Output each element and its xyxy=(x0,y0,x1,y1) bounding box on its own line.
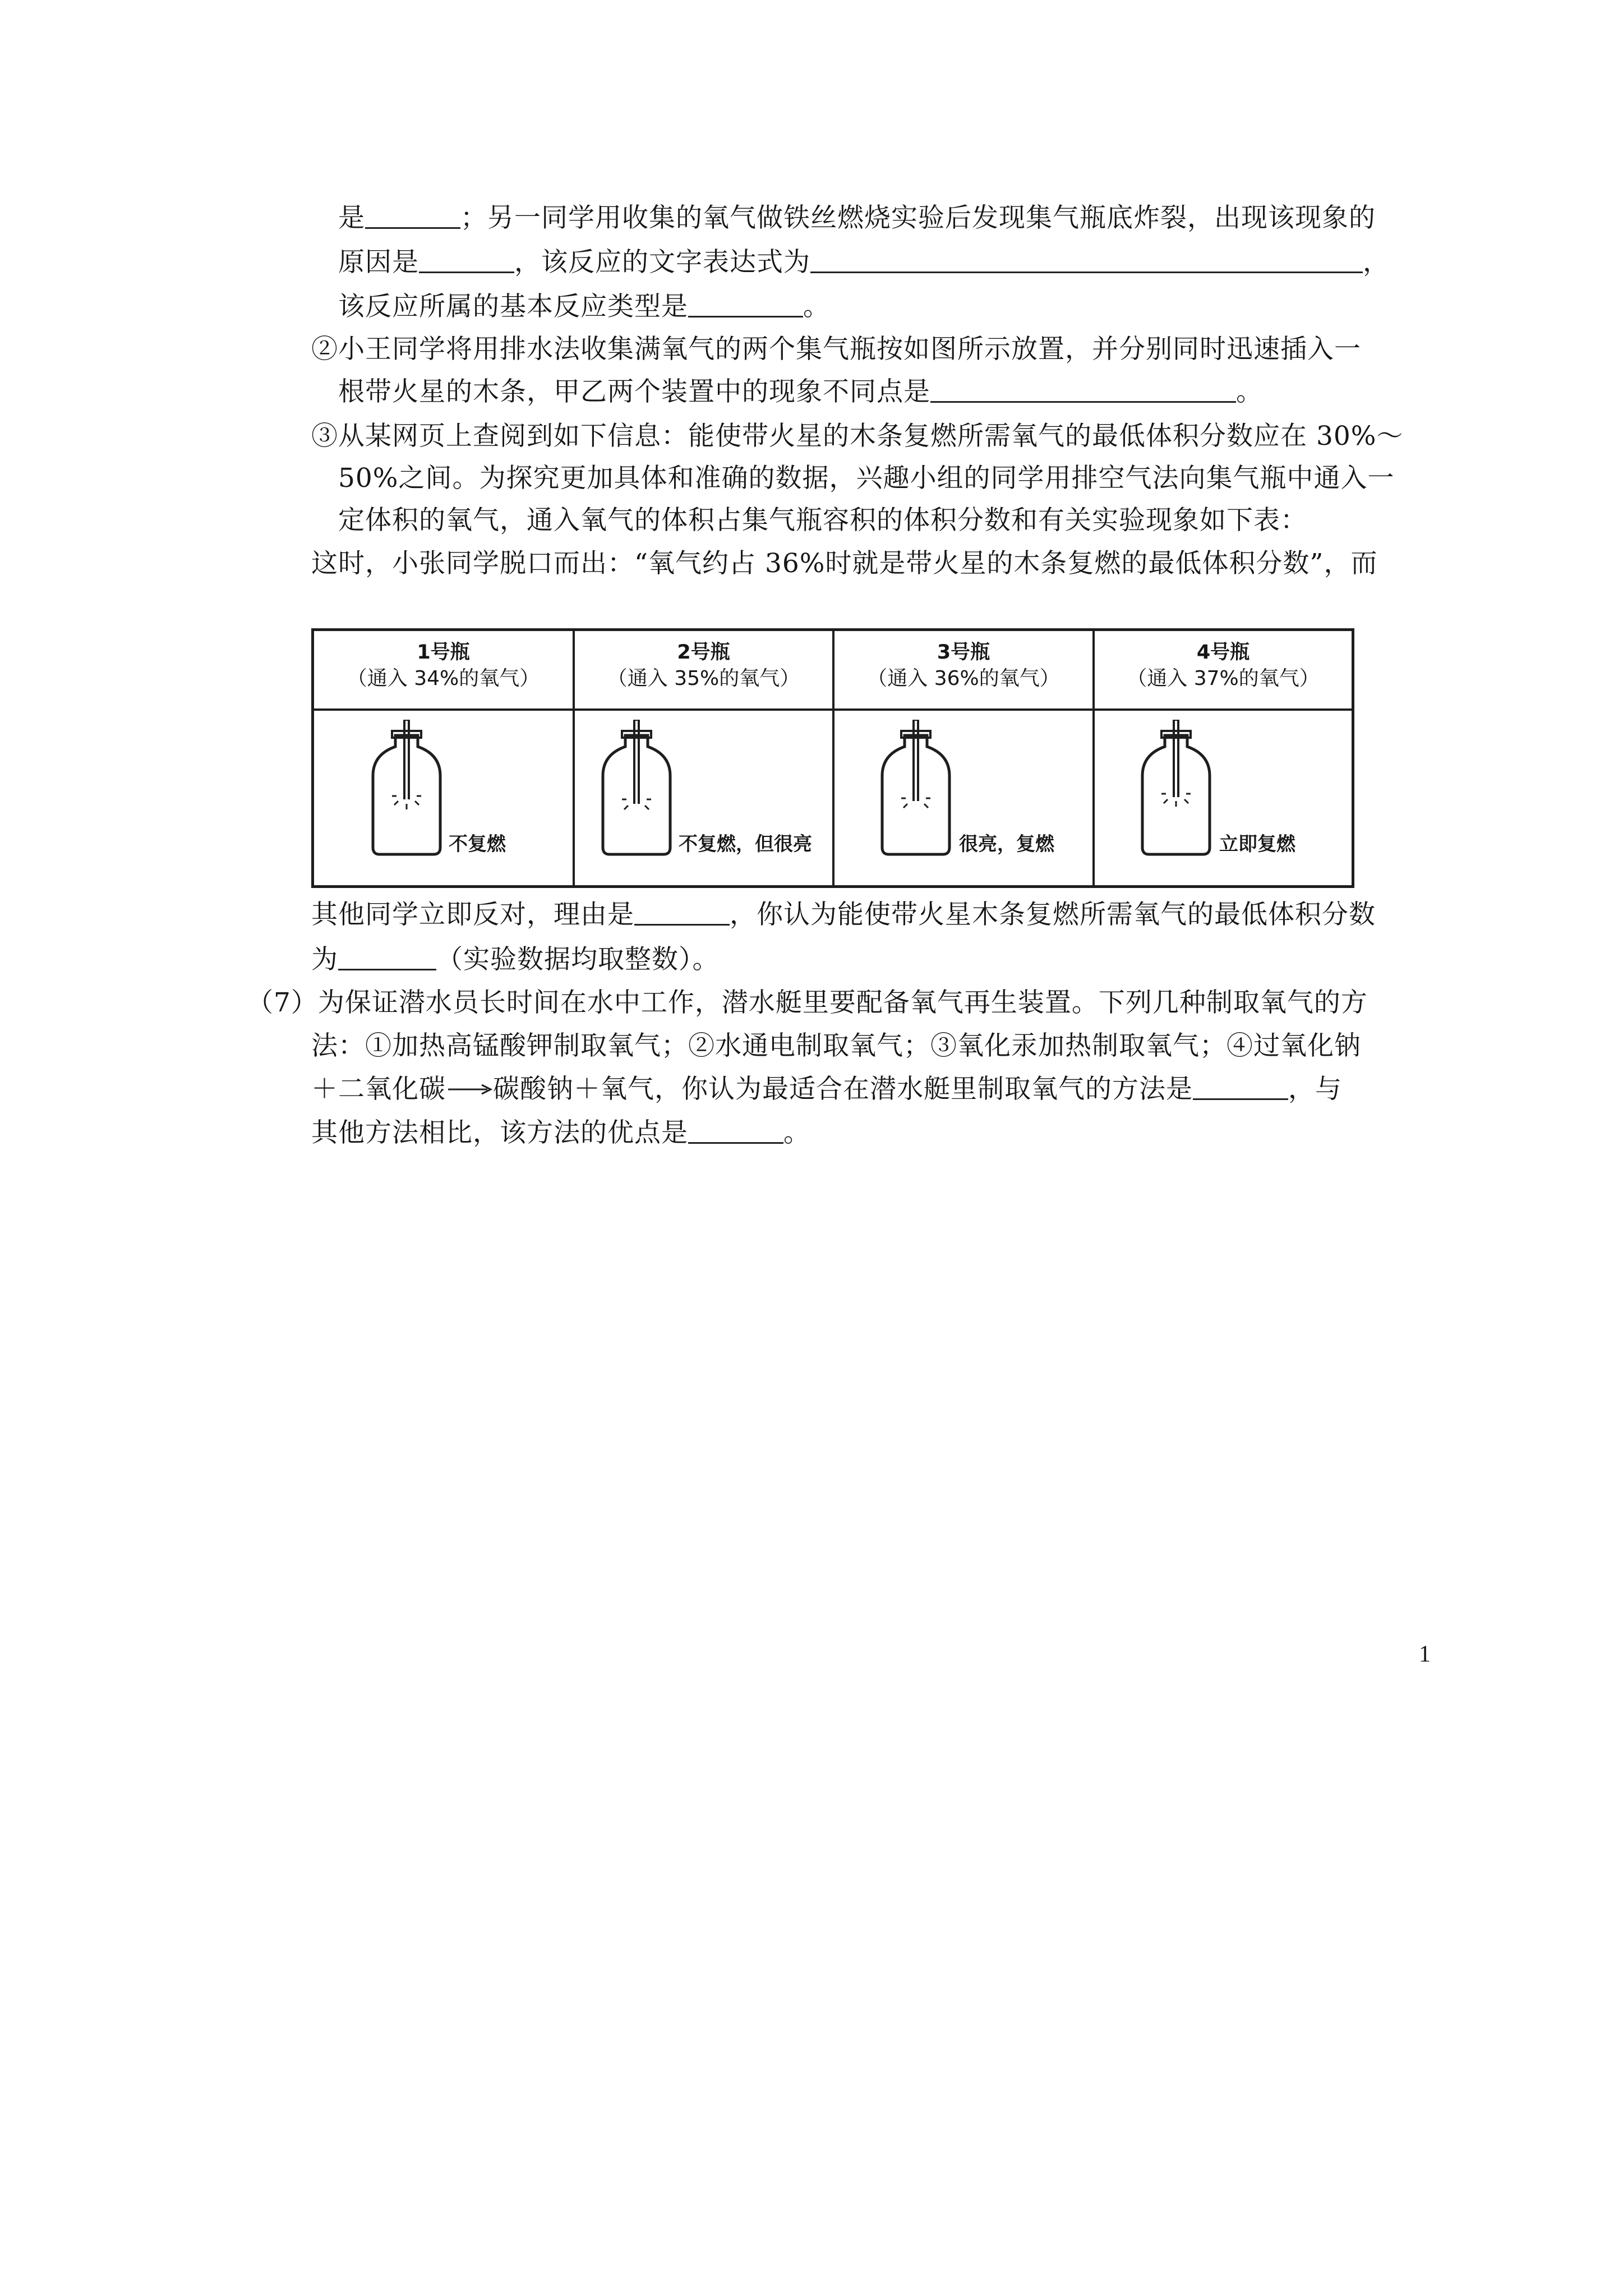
text-span: ， xyxy=(1363,247,1390,278)
text-span: ，该反应的文字表达式为 xyxy=(514,247,810,278)
text-line-7 xyxy=(338,461,1394,496)
bottle-result: 不复燃，但很亮 xyxy=(679,833,812,855)
bottle-icon xyxy=(877,720,955,860)
table-cell-bottle-3 xyxy=(834,631,1092,885)
text-span: 该反应所属的基本反应类型是 xyxy=(338,291,688,322)
text-line-4 xyxy=(311,332,1361,367)
answer-blank xyxy=(338,946,436,970)
bottle-number: 3号瓶 xyxy=(937,641,990,664)
reaction-arrow-icon xyxy=(446,1081,493,1098)
text-line-9 xyxy=(311,546,1377,581)
text-span: ③从某网页上查阅到如下信息：能使带火星的木条复燃所需氧气的最低体积分数应在 30%～ xyxy=(311,421,1404,452)
text-span: ＋二氧化碳 xyxy=(311,1074,446,1105)
text-line-6 xyxy=(311,419,1403,454)
text-span: 定体积的氧气，通入氧气的体积占集气瓶容积的体积分数和有关实验现象如下表： xyxy=(338,505,1307,536)
text-line-14 xyxy=(311,1072,1342,1107)
page-number: 1 xyxy=(1419,1641,1431,1667)
answer-blank xyxy=(634,901,730,926)
table-cell-bottle-1 xyxy=(314,631,573,885)
text-span: 是 xyxy=(338,203,365,233)
table-cell-bottle-2 xyxy=(575,631,832,885)
text-span: （7）为保证潜水员长时间在水中工作，潜水艇里要配备氧气再生装置。下列几种制取氧气的方 xyxy=(247,987,1368,1018)
text-line-1 xyxy=(338,201,1376,236)
bottle-number: 4号瓶 xyxy=(1196,641,1250,664)
text-span: 原因是 xyxy=(338,247,419,278)
text-line-5 xyxy=(338,375,1263,409)
bottle-number: 1号瓶 xyxy=(417,641,470,664)
text-span: ；另一同学用收集的氧气做铁丝燃烧实验后发现集气瓶底炸裂，出现该现象的 xyxy=(460,203,1376,233)
text-span: 50%之间。为探究更加具体和准确的数据，兴趣小组的同学用排空气法向集气瓶中通入一 xyxy=(338,463,1395,494)
oxygen-percentage: （通入 34%的氧气） xyxy=(347,667,540,690)
table-header-cell xyxy=(1095,631,1352,711)
table-header-cell xyxy=(575,631,832,711)
answer-blank xyxy=(688,293,803,318)
text-line-12 xyxy=(247,986,1368,1020)
text-span: 根带火星的木条，甲乙两个装置中的现象不同点是 xyxy=(338,376,930,407)
answer-blank xyxy=(419,249,514,273)
text-span: 。 xyxy=(1236,376,1263,407)
bottle-result: 不复燃 xyxy=(449,833,506,855)
bottle-result: 很亮，复燃 xyxy=(959,833,1054,855)
table-cell-bottle-4 xyxy=(1095,631,1352,885)
text-line-10 xyxy=(311,898,1376,932)
oxygen-percentage: （通入 35%的氧气） xyxy=(607,667,800,690)
text-line-8 xyxy=(338,503,1307,538)
text-span: 碳酸钠＋氧气，你认为最适合在潜水艇里制取氧气的方法是 xyxy=(493,1074,1193,1105)
bottle-result: 立即复燃 xyxy=(1219,833,1295,855)
text-line-11 xyxy=(311,942,720,977)
answer-blank xyxy=(365,205,460,229)
text-span: 。 xyxy=(783,1117,810,1148)
table-header-cell xyxy=(314,631,573,711)
oxygen-percentage: （通入 37%的氧气） xyxy=(1127,667,1320,690)
text-span: ，你认为能使带火星木条复燃所需氧气的最低体积分数 xyxy=(730,899,1376,930)
text-span: ，与 xyxy=(1288,1074,1342,1105)
answer-blank xyxy=(930,379,1236,403)
text-span: 其他方法相比，该方法的优点是 xyxy=(311,1117,688,1148)
text-line-15 xyxy=(311,1116,810,1151)
text-span: 为 xyxy=(311,944,338,975)
bottle-icon xyxy=(597,720,676,860)
oxygen-percentage: （通入 36%的氧气） xyxy=(867,667,1060,690)
bottle-icon xyxy=(1137,720,1215,860)
text-span: 这时，小张同学脱口而出：“氧气约占 36%时就是带火星的木条复燃的最低体积分数”，而 xyxy=(311,548,1378,579)
bottle-number: 2号瓶 xyxy=(677,641,730,664)
bottle-icon xyxy=(367,720,446,860)
answer-blank xyxy=(688,1120,783,1144)
text-span: 。 xyxy=(803,291,830,322)
answer-blank xyxy=(1193,1076,1288,1100)
text-span: 其他同学立即反对，理由是 xyxy=(311,899,634,930)
answer-blank xyxy=(810,249,1363,273)
experiment-table xyxy=(311,628,1354,888)
text-span: （实验数据均取整数）。 xyxy=(436,944,720,975)
text-span: ②小王同学将用排水法收集满氧气的两个集气瓶按如图所示放置，并分别同时迅速插入一 xyxy=(311,334,1361,365)
text-line-13 xyxy=(311,1029,1361,1064)
text-line-2 xyxy=(338,245,1390,280)
text-line-3 xyxy=(338,289,830,324)
table-header-cell xyxy=(834,631,1092,711)
text-span: 法：①加热高锰酸钾制取氧气；②水通电制取氧气；③氧化汞加热制取氧气；④过氧化钠 xyxy=(311,1030,1361,1061)
